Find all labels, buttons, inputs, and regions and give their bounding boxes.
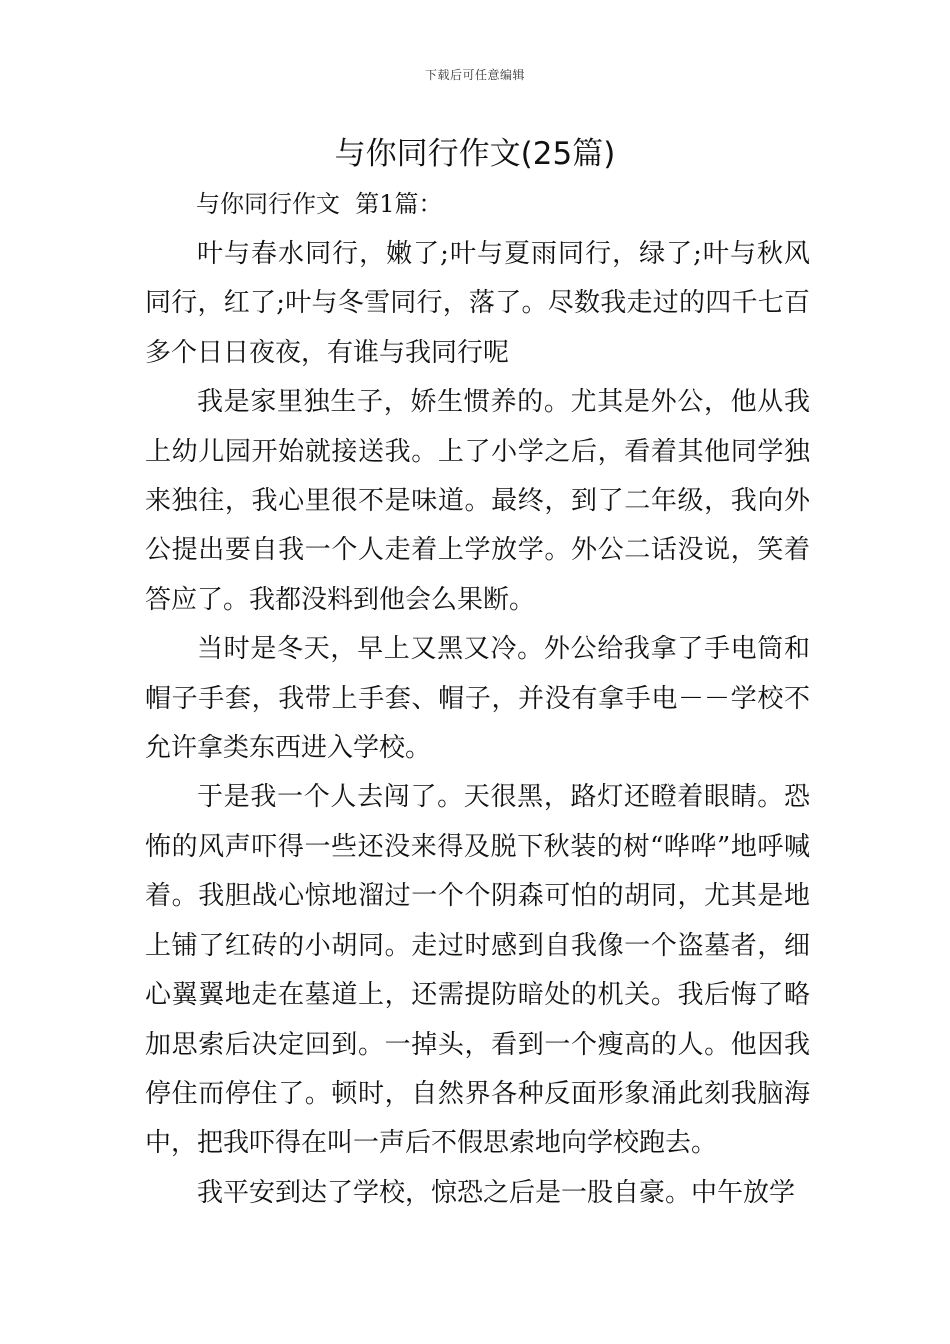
paragraph: 于是我一个人去闯了。天很黑，路灯还瞪着眼睛。恐怖的风声吓得一些还没来得及脱下秋装的树“哗哗”地呼喊着。我胆战心惊地溜过一个个阴森可怕的胡同，尤其是地上铺了红砖的小胡同。走过时感到自我像一个盗墓者，细心翼翼地走在墓道上，还需提防暗处的机关。我后悔了略加思索后决定回到。一掉头，看到一个瘦高的人。他因我停住而停住了。顿时，自然界各种反面形象涌此刻我脑海中，把我吓得在叫一声后不假思索地向学校跑去。	[145, 782, 810, 1159]
paragraph: 我平安到达了学校，惊恐之后是一股自豪。中午放学	[197, 1177, 796, 1208]
paragraph: 叶与春水同行，嫩了;叶与夏雨同行，绿了;叶与秋风同行，红了;叶与冬雪同行，落了。尽数我走过的四千七百多个日日夜夜，有谁与我同行呢	[145, 239, 810, 368]
header-note: 下载后可任意编辑	[424, 68, 525, 82]
section-subtitle: 与你同行作文 第1篇：	[196, 190, 443, 218]
document-title: 与你同行作文(25篇)	[334, 136, 616, 172]
document-body	[145, 230, 810, 1218]
paragraph: 我是家里独生子，娇生惯养的。尤其是外公，他从我上幼儿园开始就接送我。上了小学之后，看着其他同学独来独往，我心里很不是味道。最终，到了二年级，我向外公提出要自我一个人走着上学放学。外公二话没说，笑着答应了。我都没料到他会么果断。	[145, 387, 810, 615]
paragraph: 当时是冬天，早上又黑又冷。外公给我拿了手电筒和帽子手套，我带上手套、帽子，并没有拿手电－－学校不允许拿类东西进入学校。	[145, 634, 810, 764]
